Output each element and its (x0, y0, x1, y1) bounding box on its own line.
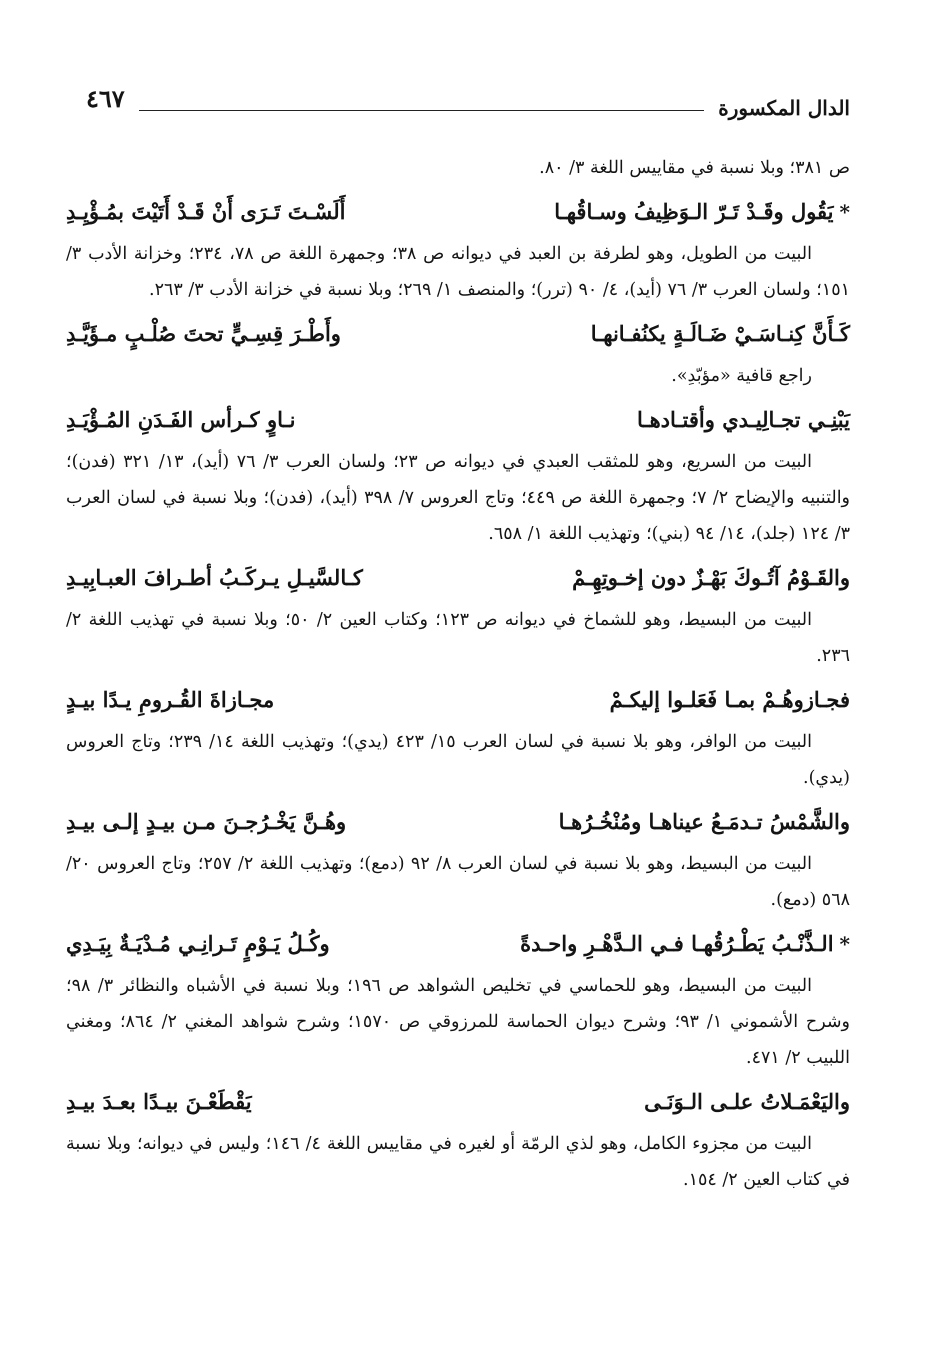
verse-line (66, 186, 850, 236)
citation-paragraph: البيت من البسيط، وهو للشماخ في ديوانه ص ١٢٣؛ وكتاب العين ٢/ ٥٠؛ وبلا نسبة في تهذيب اللغة ٢/ ٢٣٦. (66, 610, 850, 666)
citation-paragraph: البيت من البسيط، وهو بلا نسبة في لسان العرب ٨/ ٩٢ (دمع)؛ وتهذيب اللغة ٢/ ٢٥٧؛ وتاج العروس ٢٠/ ٥٦٨ (دمع). (66, 854, 850, 910)
verse-second-hemistich: يَقْطَعْـنَ بيـدًا بعـدَ بيـدِ (66, 1088, 252, 1114)
page-number: ٤٦٧ (86, 84, 125, 113)
citation-paragraph: ص ٣٨١؛ وبلا نسبة في مقاييس اللغة ٣/ ٨٠. (539, 158, 850, 178)
verse-second-hemistich: وهُـنَّ يَخْـرُجـنَ مـن بيـدٍ إلـى بيـدِ (66, 808, 347, 834)
verse-second-hemistich: نـاوٍ كـرأس الفَـدَنِ المُـؤْيَـدِ (66, 406, 296, 432)
verse-first-hemistich (559, 809, 850, 834)
verse-line (66, 1076, 850, 1126)
verse-first-hemistich (554, 199, 850, 224)
verse-line (66, 674, 850, 724)
verse-second-hemistich: أَلَسْـتَ تَـرَى أَنْ قَـدْ أَتَيْتَ بمُـؤْيِـدِ (66, 198, 346, 224)
star-marker: * (839, 199, 850, 224)
verse-line (66, 796, 850, 846)
verse-second-hemistich: مجـازاةَ القُـرومِ يـدًا بيـدٍ (66, 686, 275, 712)
star-marker: * (839, 931, 850, 956)
hemistich-text: واليَعْمَـلاتُ علـى الـوَنَـى (644, 1088, 850, 1114)
hemistich-text: الـذَّنْـبُ يَطْـرُقُهـا فـي الـدَّهْـرِ واحـدةً (520, 930, 834, 956)
verse-first-hemistich (637, 407, 850, 432)
citation-paragraph: البيت من السريع، وهو للمثقب العبدي في ديوانه ص ٢٣؛ ولسان العرب ٣/ ٧٦ (أيد)، ١٣/ ٣٢١ (فدن)؛ والتنبيه والإيضاح ٢/ ٧؛ وجمهرة اللغة ص ٤٤٩؛ وتاج العروس ٧/ ٣٩٨ (أيد)، (فدن)؛ وبلا نسبة في لسان العرب ٣/ ١٢٤ (جلد)، ١٤/ ٩٤ (بني)؛ وتهذيب اللغة ١/ ٦٥٨. (66, 452, 851, 544)
citation-paragraph: البيت من البسيط، وهو للحماسي في تخليص الشواهد ص ١٩٦؛ وبلا نسبة في الأشباه والنظائر ٣/ ٩٨؛ وشرح الأشموني ١/ ٩٣؛ وشرح ديوان الحماسة للمرزوقي ص ١٥٧٠؛ وشرح شواهد المغني ٢/ ٨٦٤؛ ومغني اللبيب ٢/ ٤٧١. (66, 976, 851, 1068)
hemistich-text: كَـأَنَّ كِنـاسَـيْ ضَـالَـةٍ يكنُفـانهـا (590, 320, 850, 346)
hemistich-text: يَقُول وقَـدْ تَـرّ الـوَظِيفُ وسـاقُهـا (554, 198, 834, 224)
citation-paragraph: البيت من الطويل، وهو لطرفة بن العبد في ديوانه ص ٣٨؛ وجمهرة اللغة ص ٧٨، ٢٣٤؛ وخزانة الأدب ٣/ ١٥١؛ ولسان العرب ٣/ ٧٦ (أيد)، ٤/ ٩٠ (ترر)؛ والمنصف ١/ ٢٦٩؛ وبلا نسبة في خزانة الأدب ٣/ ٢٦٣. (66, 244, 850, 300)
citation-paragraph: البيت من الوافر، وهو بلا نسبة في لسان العرب ١٥/ ٤٢٣ (يدي)؛ وتهذيب اللغة ١٤/ ٢٣٩؛ وتاج العروس (يدي). (66, 732, 850, 788)
verse-first-hemistich (572, 565, 850, 590)
verse-first-hemistich (610, 687, 850, 712)
hemistich-text: يَبْنِـي تجـالِيـدي وأقتـادهـا (637, 406, 850, 432)
hemistich-text: والقَـوْمُ آتُـوكَ بَهْـزٌ دون إخـوتِهِـمْ (572, 564, 850, 590)
cross-reference: راجع قافية «مؤبّدِ». (671, 366, 812, 386)
verse-line (66, 918, 850, 968)
page-body (66, 150, 850, 1198)
header-rule (139, 110, 705, 111)
verse-second-hemistich: وكُـلُ يَـوْمٍ تَـرانِـي مُـدْيَـةٌ بِيَـدِي (66, 930, 330, 956)
hemistich-text: فجـازوهُـمْ بمـا فَعَلـوا إليكـمْ (609, 686, 850, 712)
verse-second-hemistich: كـالسَّيـلِ يـركَـبُ أطـرافَ العبـابِيـدِ (66, 564, 363, 590)
verse-line (66, 394, 850, 444)
verse-first-hemistich (520, 931, 850, 956)
verse-line (66, 552, 850, 602)
hemistich-text: والشَّمْسُ تـدمَـعُ عيناهـا ومُنْخُـرُهـا (558, 808, 850, 834)
verse-second-hemistich: وأَطْـرَ قِسِـيٍّ تحتَ صُلْـبٍ مـؤَيَّـدِ (66, 320, 341, 346)
running-header (86, 82, 850, 126)
citation-paragraph: البيت من مجزوء الكامل، وهو لذي الرمّة أو لغيره في مقاييس اللغة ٤/ ١٤٦؛ وليس في ديوانه؛ وبلا نسبة في كتاب العين ٢/ ١٥٤. (66, 1134, 850, 1190)
verse-line (66, 308, 850, 358)
chapter-title: الدال المكسورة (718, 96, 850, 120)
verse-first-hemistich (591, 321, 850, 346)
verse-first-hemistich (644, 1089, 850, 1114)
